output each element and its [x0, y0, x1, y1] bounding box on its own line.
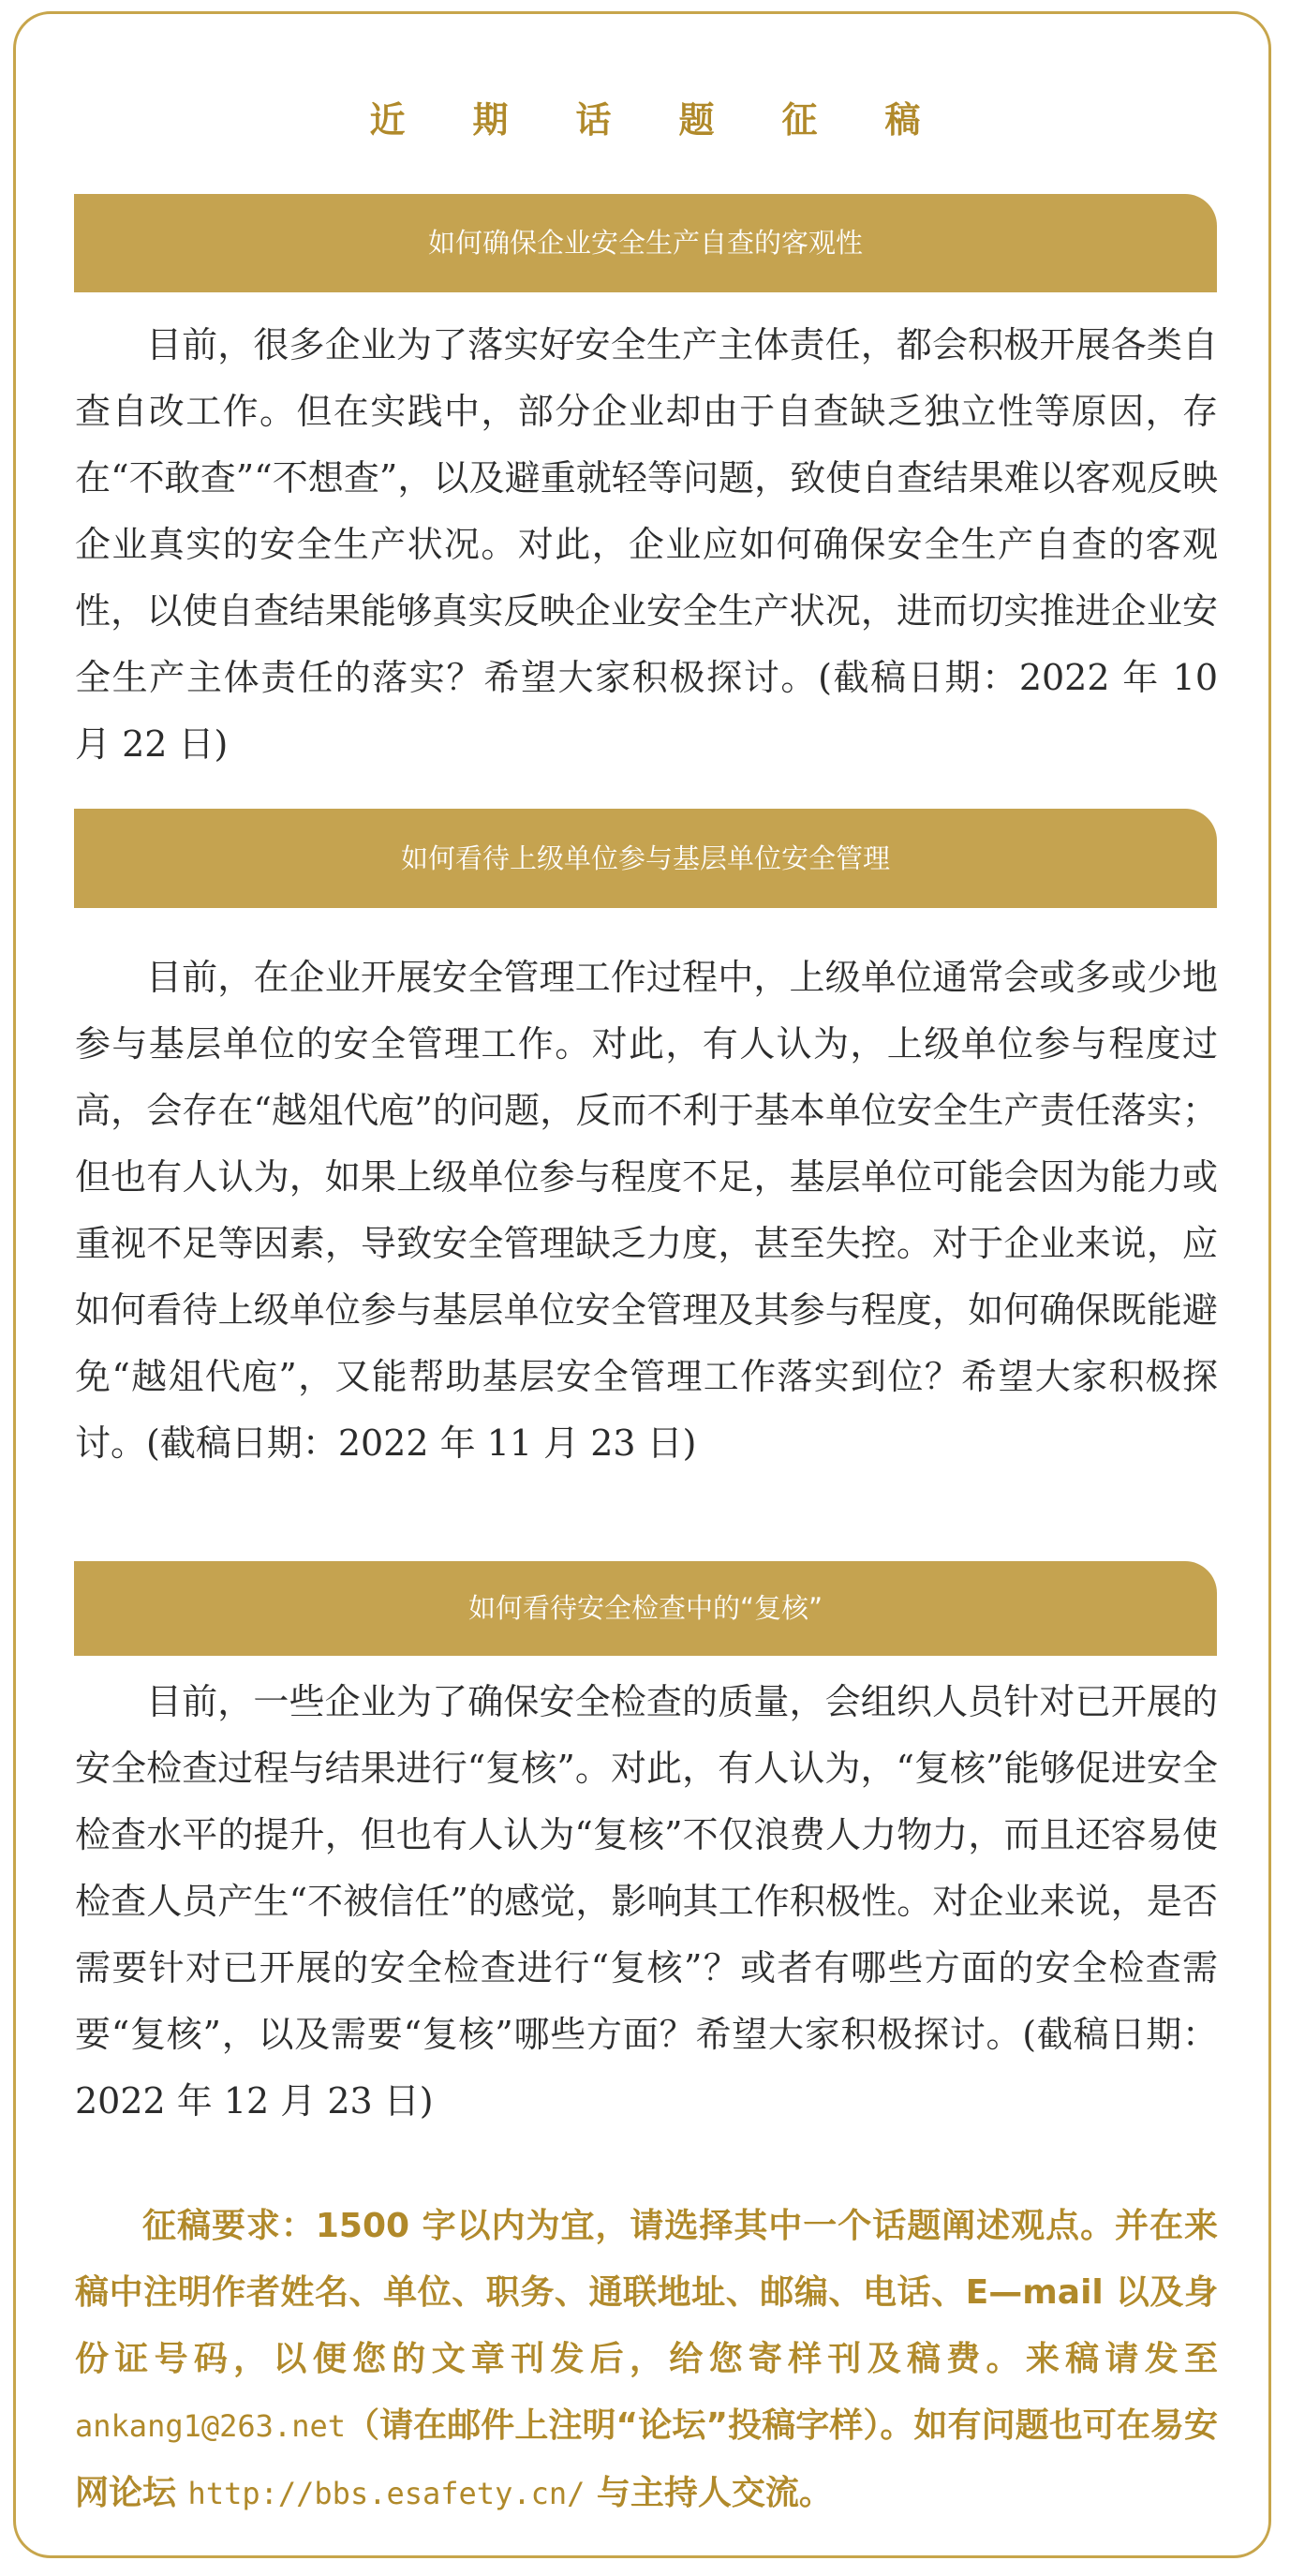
- notice-text-2: （请在邮件上注明“论坛”投稿字样）。如有问题也可在易安网论坛: [75, 2406, 1218, 2512]
- submission-notice: [75, 2193, 1218, 2527]
- topic-header-1: 如何确保企业安全生产自查的客观性: [74, 194, 1217, 292]
- page-title: 近期话题征稿: [369, 99, 988, 141]
- topic-header-3: 如何看待安全检查中的“复核”: [74, 1561, 1217, 1656]
- email-link[interactable]: ankang1@263.net: [75, 2408, 346, 2444]
- topic-body-3: 目前，一些企业为了确保安全检查的质量，会组织人员针对已开展的安全检查过程与结果进行“复核”。对此，有人认为，“复核”能够促进安全检查水平的提升，但也有人认为“复核”不仅浪费人力物力，而且还容易使检查人员产生“不被信任”的感觉，影响其工作积极性。对企业来说，是否需要针对已开展的安全检查进行“复核”？或者有哪些方面的安全检查需要“复核”，以及需要“复核”哪些方面？希望大家积极探讨。(截稿日期：2022 年 12 月 23 日): [75, 1681, 1218, 2122]
- notice-text-1: 征稿要求：1500 字以内为宜，请选择其中一个话题阐述观点。并在来稿中注明作者姓名、单位、职务、通联地址、邮编、电话、E—mail 以及身份证号码，以便您的文章刊发后，给您寄样刊及稿费。来稿请发至: [75, 2207, 1218, 2378]
- topic-body-1: 目前，很多企业为了落实好安全生产主体责任，都会积极开展各类自查自改工作。但在实践中，部分企业却由于自查缺乏独立性等原因，存在“不敢查”“不想查”，以及避重就轻等问题，致使自查结果难以客观反映企业真实的安全生产状况。对此，企业应如何确保安全生产自查的客观性，以使自查结果能够真实反映企业安全生产状况，进而切实推进企业安全生产主体责任的落实？希望大家积极探讨。(截稿日期：2022 年 10 月 22 日): [75, 324, 1218, 765]
- forum-link[interactable]: http://bbs.esafety.cn/: [187, 2476, 586, 2511]
- topic-body-2: 目前，在企业开展安全管理工作过程中，上级单位通常会或多或少地参与基层单位的安全管理工作。对此，有人认为，上级单位参与程度过高，会存在“越俎代庖”的问题，反而不利于基本单位安全生产责任落实；但也有人认为，如果上级单位参与程度不足，基层单位可能会因为能力或重视不足等因素，导致安全管理缺乏力度，甚至失控。对于企业来说，应如何看待上级单位参与基层单位安全管理及其参与程度，如何确保既能避免“越俎代庖”，又能帮助基层安全管理工作落实到位？希望大家积极探讨。(截稿日期：2022 年 11 月 23 日): [75, 957, 1218, 1464]
- topic-header-2: 如何看待上级单位参与基层单位安全管理: [74, 809, 1217, 908]
- notice-text-3: 与主持人交流。: [585, 2474, 833, 2512]
